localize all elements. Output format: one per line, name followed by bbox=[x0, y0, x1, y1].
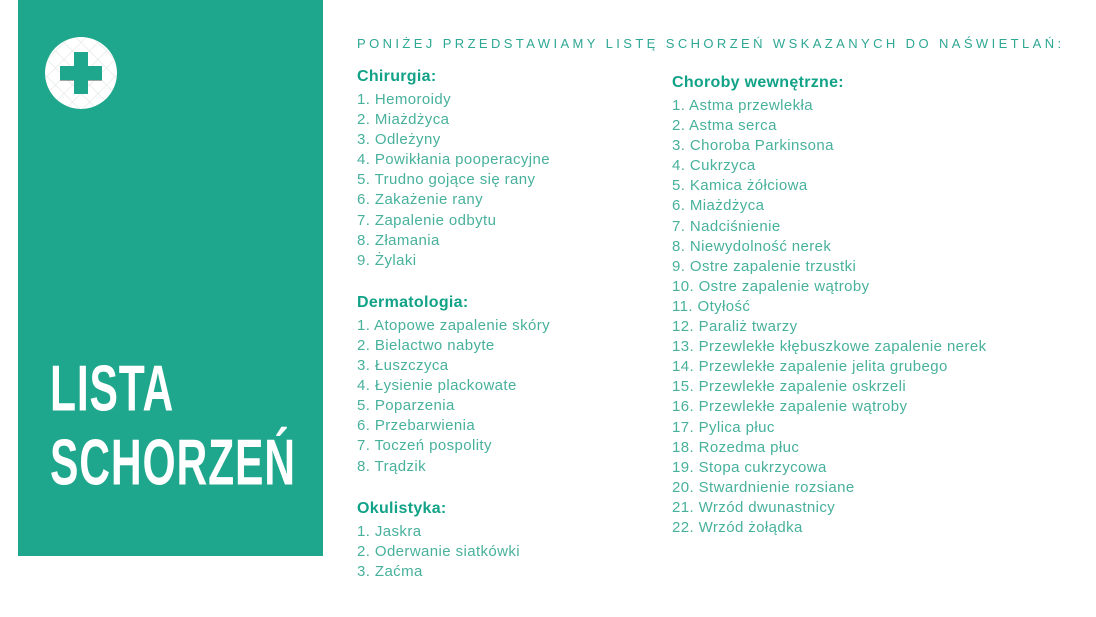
category-heading: Dermatologia: bbox=[357, 293, 469, 311]
condition-item: 22. Wrzód żołądka bbox=[672, 518, 803, 536]
condition-item: 18. Rozedma płuc bbox=[672, 438, 800, 456]
condition-item: 16. Przewlekłe zapalenie wątroby bbox=[672, 398, 908, 416]
condition-item: 21. Wrzód dwunastnicy bbox=[672, 498, 836, 516]
condition-item: 3. Zaćma bbox=[357, 562, 423, 580]
category-section bbox=[357, 292, 662, 477]
condition-item: 3. Choroba Parkinsona bbox=[672, 137, 834, 155]
condition-item: 2. Oderwanie siatkówki bbox=[357, 542, 521, 560]
category-section bbox=[357, 498, 662, 582]
condition-item: 20. Stwardnienie rozsiane bbox=[672, 478, 855, 496]
condition-item: 2. Astma serca bbox=[672, 117, 777, 135]
condition-item: 8. Złamania bbox=[357, 231, 440, 249]
condition-item: 9. Żylaki bbox=[357, 251, 417, 269]
category-heading: Chirurgia: bbox=[357, 68, 437, 85]
condition-item: 6. Zakażenie rany bbox=[357, 191, 484, 209]
condition-item: 7. Zapalenie odbytu bbox=[357, 211, 497, 229]
condition-item: 3. Odleżyny bbox=[357, 131, 441, 149]
condition-item: 1. Astma przewlekła bbox=[672, 97, 813, 114]
condition-item: 1. Jaskra bbox=[357, 522, 422, 540]
intro-line: PONIŻEJ PRZEDSTAWIAMY LISTĘ SCHORZEŃ WSKAZANYCH DO NAŚWIETLAŃ: bbox=[357, 36, 1065, 51]
condition-item: 11. Otyłość bbox=[672, 297, 751, 315]
condition-item: 7. Nadciśnienie bbox=[672, 217, 781, 235]
page-title-line2: SCHORZEŃ bbox=[50, 427, 296, 500]
page-title bbox=[50, 352, 296, 501]
condition-item: 9. Ostre zapalenie trzustki bbox=[672, 257, 857, 275]
condition-item: 7. Toczeń pospolity bbox=[357, 437, 492, 455]
condition-item: 10. Ostre zapalenie wątroby bbox=[672, 277, 870, 295]
condition-item: 12. Paraliż twarzy bbox=[672, 318, 798, 336]
condition-item: 4. Łysienie plackowate bbox=[357, 377, 517, 395]
condition-item: 1. Hemoroidy bbox=[357, 91, 452, 108]
condition-item: 15. Przewlekłe zapalenie oskrzeli bbox=[672, 378, 907, 396]
condition-item: 14. Przewlekłe zapalenie jelita grubego bbox=[672, 358, 948, 376]
medical-cross-badge bbox=[45, 37, 117, 109]
condition-item: 8. Trądzik bbox=[357, 457, 427, 475]
category-section bbox=[672, 72, 1082, 538]
condition-item: 17. Pylica płuc bbox=[672, 418, 775, 436]
condition-item: 2. Miażdżyca bbox=[357, 111, 450, 129]
condition-item: 4. Powikłania pooperacyjne bbox=[357, 151, 551, 169]
sidebar-panel bbox=[18, 0, 323, 556]
page-title-line1: LISTA bbox=[50, 353, 175, 426]
condition-item: 5. Trudno gojące się rany bbox=[357, 171, 536, 189]
condition-item: 5. Poparzenia bbox=[357, 397, 455, 415]
condition-item: 3. Łuszczyca bbox=[357, 357, 449, 375]
condition-item: 6. Przebarwienia bbox=[357, 417, 476, 435]
condition-column-left bbox=[357, 66, 662, 603]
category-heading: Okulistyka: bbox=[357, 499, 447, 517]
condition-item: 4. Cukrzyca bbox=[672, 157, 756, 175]
condition-item: 8. Niewydolność nerek bbox=[672, 237, 832, 255]
category-heading: Choroby wewnętrzne: bbox=[672, 74, 844, 91]
condition-item: 1. Atopowe zapalenie skóry bbox=[357, 316, 551, 334]
condition-item: 5. Kamica żółciowa bbox=[672, 177, 808, 195]
condition-item: 13. Przewlekłe kłębuszkowe zapalenie nerek bbox=[672, 338, 987, 356]
condition-item: 19. Stopa cukrzycowa bbox=[672, 458, 827, 476]
condition-column-right bbox=[672, 72, 1082, 559]
medical-cross-icon bbox=[60, 52, 102, 94]
condition-item: 6. Miażdżyca bbox=[672, 197, 765, 215]
category-section bbox=[357, 66, 662, 271]
condition-item: 2. Bielactwo nabyte bbox=[357, 336, 495, 354]
